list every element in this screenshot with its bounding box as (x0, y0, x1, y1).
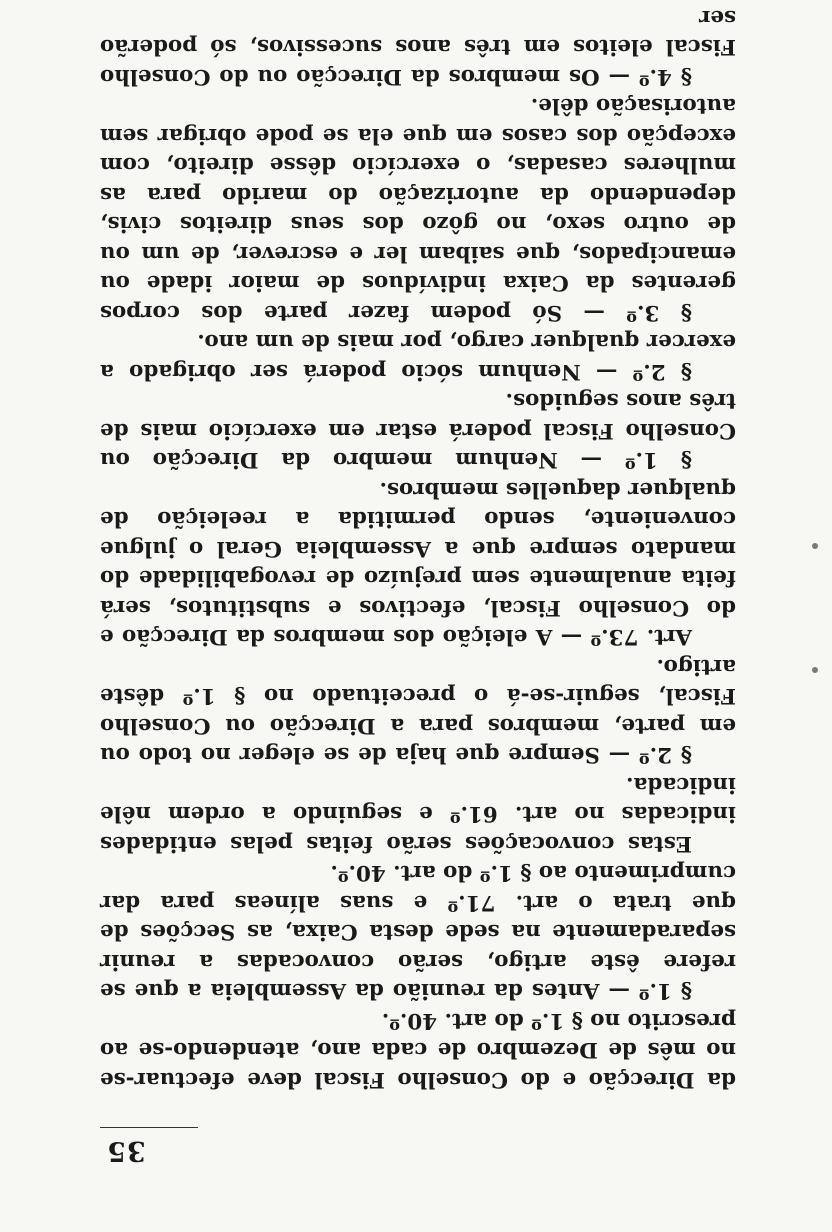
paragraph-article-72-section-1: § 1.º — Antes da reunião da Assembleia a que se refere êste artigo, serão convocadas a reunir separadamente na sede desta Caixa, as Secções de que trata o art. 71.º e suas alíneas para dar cumprimento ao § 1.º do art. 40.º. (100, 860, 736, 1004)
scan-speck (812, 667, 818, 673)
page-number-rule (100, 1127, 198, 1128)
paragraph-article-73-section-1: § 1.º — Nenhum membro da Direcção ou Conselho Fiscal poderá estar em exercício mais de três anos seguidos. (100, 388, 736, 473)
paragraph-article-73: Art. 73.º — A eleição dos membros da Direcção e do Conselho Fiscal, efectivos e substitutos, será feita anualmente sem prejuízo de revogabilidade do mandato sempre que a Assembleia Geral o julgue conveniente, sendo permitida a reeleição de qualquer daquelles membros. (100, 477, 736, 650)
paragraph-article-73-section-4: § 4.º — Os membros da Direcção ou do Conselho Fiscal eleitos em três anos sucessivos, só poderão ser (100, 5, 736, 89)
body-text (100, 3, 736, 1095)
scan-speck (812, 543, 818, 549)
paragraph-convocations: Estas convocações serão feitas pelas entidades indicadas no art. 61.º e seguindo a ordem nêle indicada. (100, 772, 736, 856)
paragraph-article-72-section-2: § 2.º — Sempre que haja de se eleger no todo ou em parte, membros para a Direcção ou Conselho Fiscal, seguir-se-á o preceituado no § 1.º dêste artigo. (100, 654, 736, 768)
paragraph-article-73-section-3: § 3.º — Só podem fazer parte dos corpos gerentes da Caixa indivíduos de maior idade ou emancipados, que saibam ler e escrever, de um ou de outro sexo, no gôzo dos seus direitos civis, dependendo da autorização do marido para as mulheres casadas, o exercício dêsse direito, com excepção dos casos em que ela se pode obrigar sem autorisação dêle. (100, 93, 736, 325)
paragraph-article-73-section-2: § 2.º — Nenhum sócio poderá ser obrigado a exercer qualquer cargo, por mais de um ano. (100, 329, 736, 384)
paragraph-continuation: da Direcção e do Conselho Fiscal deve efectuar-se no mês de Dezembro de cada ano, atendendo-se ao prescrito no § 1.º do art. 40.º. (100, 1008, 736, 1092)
page-number: 35 (106, 1135, 146, 1166)
